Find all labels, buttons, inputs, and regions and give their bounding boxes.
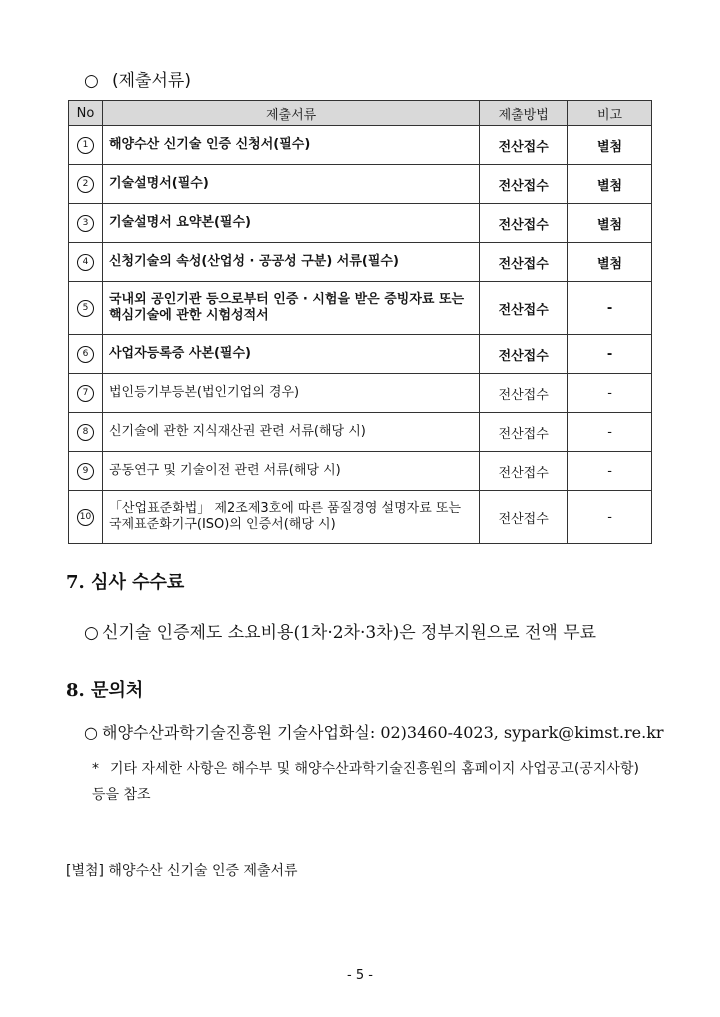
document-name-text: 법인등기부등본(법인기업의 경우): [108, 385, 300, 400]
document-name-text: 기술설명서(필수): [108, 176, 209, 191]
remark-text: 별첨: [596, 217, 623, 233]
remark-text: -: [607, 509, 612, 525]
document-name: [102, 491, 479, 544]
submission-method-text: 전산접수: [498, 465, 549, 481]
section-8-title: 8. 문의처: [66, 680, 144, 701]
submission-method: [480, 243, 568, 282]
section-7-item: [84, 618, 596, 643]
document-name: [102, 374, 479, 413]
document-name: [102, 452, 479, 491]
document-name-text: 「산업표준화법」 제2조제3호에 따른 품질경영 설명자료 또는 국제표준화기구(ISO)의 인증서(해당 시): [108, 501, 462, 532]
submission-method-text: 전산접수: [498, 302, 549, 318]
submission-method: [480, 282, 568, 335]
row-number-text: 5: [77, 300, 94, 317]
row-number: [69, 204, 103, 243]
row-number-text: 1: [77, 137, 94, 154]
submission-method: [480, 374, 568, 413]
table-row: [69, 165, 652, 204]
submission-method: [480, 491, 568, 544]
row-number: [69, 126, 103, 165]
submission-method-text: 전산접수: [498, 426, 549, 442]
header-no: No: [69, 101, 103, 126]
table-row: [69, 452, 652, 491]
document-name: [102, 282, 479, 335]
row-number-text: 4: [77, 254, 94, 271]
section-8-contact: 해양수산과학기술진흥원 기술사업화실: 02)3460-4023, sypark@kimst.re.kr: [102, 723, 664, 742]
section-8-note: [92, 756, 652, 808]
remark-text: 별첨: [596, 256, 623, 272]
row-number-text: 2: [77, 176, 94, 193]
header-name: 제출서류: [102, 101, 479, 126]
row-number: [69, 374, 103, 413]
bullet-icon: ○: [84, 723, 98, 742]
remark: [568, 335, 652, 374]
row-number: [69, 413, 103, 452]
remark: [568, 452, 652, 491]
submission-method: [480, 126, 568, 165]
table-row: [69, 374, 652, 413]
documents-table: [68, 100, 652, 544]
submission-method-text: 전산접수: [498, 387, 549, 403]
submission-method-text: 전산접수: [498, 256, 549, 272]
document-name-text: 국내외 공인기관 등으로부터 인증 · 시험을 받은 증빙자료 또는 핵심기술에 관한 시험성적서: [108, 292, 465, 323]
remark-text: -: [606, 346, 613, 362]
table-row: [69, 282, 652, 335]
document-name: [102, 165, 479, 204]
submission-method-text: 전산접수: [498, 217, 549, 233]
document-name-text: 공동연구 및 기술이전 관련 서류(해당 시): [108, 463, 341, 478]
document-name-text: 해양수산 신기술 인증 신청서(필수): [108, 137, 311, 152]
row-number-text: 6: [77, 346, 94, 363]
table-row: [69, 204, 652, 243]
row-number-text: 3: [77, 215, 94, 232]
section-8-item: [84, 720, 664, 743]
sub-heading-text: (제출서류): [112, 71, 191, 91]
row-number: [69, 243, 103, 282]
remark: [568, 165, 652, 204]
remark-text: 별첨: [596, 178, 623, 194]
document-name: [102, 413, 479, 452]
section-7-text: 신기술 인증제도 소요비용(1차·2차·3차)은 정부지원으로 전액 무료: [102, 623, 597, 643]
submission-method-text: 전산접수: [498, 139, 549, 155]
document-name-text: 신청기술의 속성(산업성 · 공공성 구분) 서류(필수): [108, 254, 399, 269]
submission-method: [480, 204, 568, 243]
submission-method-text: 전산접수: [498, 511, 549, 527]
submission-method: [480, 413, 568, 452]
table-row: [69, 335, 652, 374]
remark: [568, 491, 652, 544]
document-name-text: 사업자등록증 사본(필수): [108, 346, 251, 361]
submission-method-text: 전산접수: [498, 178, 549, 194]
row-number-text: 9: [77, 463, 94, 480]
remark-text: -: [607, 463, 612, 479]
row-number-text: 8: [77, 424, 94, 441]
remark: [568, 243, 652, 282]
header-method: 제출방법: [480, 101, 568, 126]
row-number: [69, 452, 103, 491]
bullet-icon: ○: [84, 71, 99, 91]
remark-text: -: [606, 300, 613, 316]
document-name: [102, 243, 479, 282]
bullet-icon: ○: [84, 623, 99, 643]
table-row: [69, 243, 652, 282]
row-number: [69, 282, 103, 335]
row-number: [69, 165, 103, 204]
submission-method: [480, 452, 568, 491]
document-name-text: 기술설명서 요약본(필수): [108, 215, 251, 230]
row-number-text: 7: [77, 385, 94, 402]
remark-text: -: [607, 385, 612, 401]
page-number: - 5 -: [347, 968, 373, 983]
row-number: [69, 491, 103, 544]
remark: [568, 282, 652, 335]
table-row: [69, 126, 652, 165]
submission-method: [480, 165, 568, 204]
asterisk-icon: *: [92, 761, 99, 777]
section-8-note-text: 기타 자세한 사항은 해수부 및 해양수산과학기술진흥원의 홈페이지 사업공고(공지사항) 등을 참조: [92, 761, 639, 803]
row-number: [69, 335, 103, 374]
table-header-row: [69, 101, 652, 126]
remark: [568, 374, 652, 413]
remark-text: 별첨: [596, 139, 623, 155]
remark: [568, 126, 652, 165]
remark: [568, 204, 652, 243]
remark: [568, 413, 652, 452]
submission-method: [480, 335, 568, 374]
sub-heading: [84, 66, 191, 91]
document-name: [102, 204, 479, 243]
document-name-text: 신기술에 관한 지식재산권 관련 서류(해당 시): [108, 424, 366, 439]
attachment-label: [별첨] 해양수산 신기술 인증 제출서류: [66, 863, 298, 879]
document-name: [102, 335, 479, 374]
header-note: 비고: [568, 101, 652, 126]
table-row: [69, 491, 652, 544]
table-row: [69, 413, 652, 452]
document-name: [102, 126, 479, 165]
submission-method-text: 전산접수: [498, 348, 549, 364]
remark-text: -: [607, 424, 612, 440]
section-7-title: 7. 심사 수수료: [66, 572, 185, 593]
row-number-text: 10: [77, 509, 94, 526]
